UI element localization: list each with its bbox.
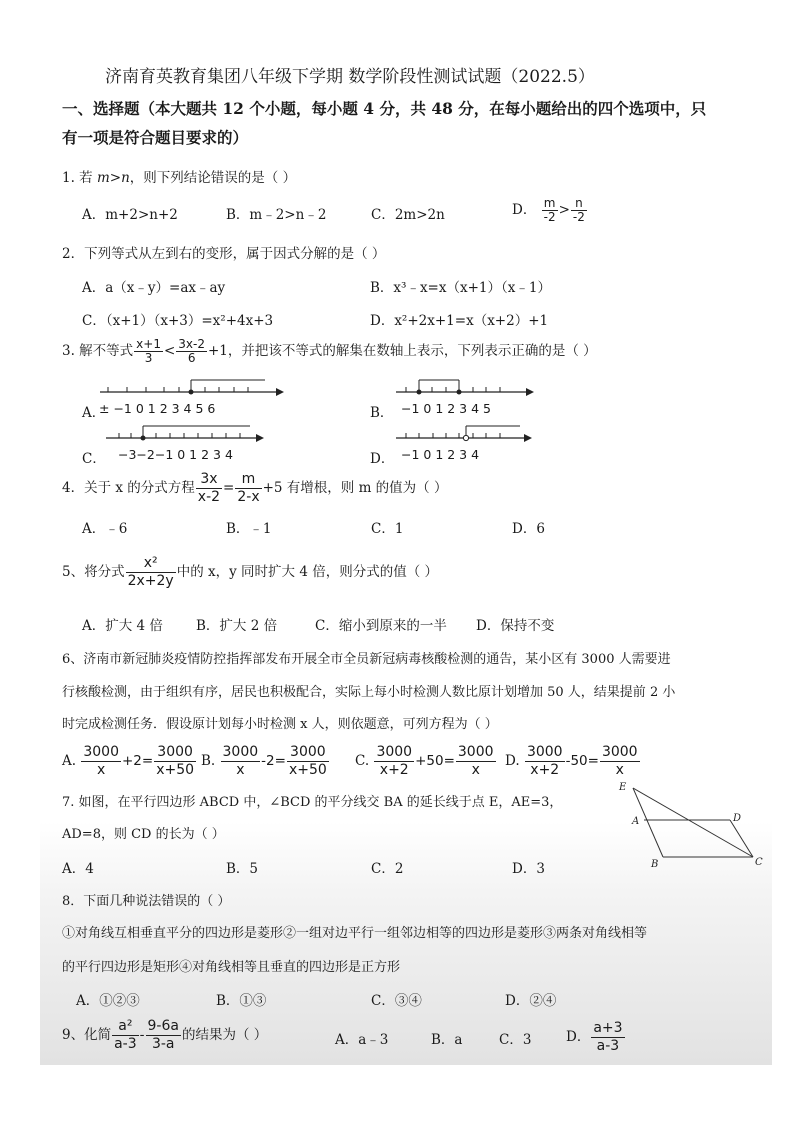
q8-option-d: D．②④ — [505, 993, 557, 1009]
q9-fraction-1 — [112, 1018, 139, 1053]
q3-option-b-label: B． — [370, 405, 394, 421]
fraction-denominator: x — [615, 762, 624, 778]
q3-fraction-1 — [134, 338, 163, 365]
q3-option-c-label: C． — [82, 451, 106, 467]
q9-option-c: C．3 — [499, 1032, 532, 1048]
q4-option-d: D．6 — [512, 521, 545, 537]
fraction-denominator: x+2 — [530, 762, 560, 778]
q6-b-fraction-2 — [287, 744, 329, 779]
q9-fraction-2 — [146, 1018, 181, 1053]
q4-option-b: B．﹣1 — [226, 521, 272, 537]
fraction-numerator: m — [235, 471, 261, 489]
q9-option-b: B．a — [431, 1032, 463, 1048]
fraction-numerator: 3000 — [601, 744, 638, 760]
q6-line2: 行核酸检测，由于组织有序，居民也积极配合，实际上每小时检测人数比原计划增加 50 人，结果提前 2 小 — [62, 685, 676, 700]
q9-option-a: A．a﹣3 — [335, 1032, 389, 1048]
q3-option-c-ticks: −3−2−1 0 1 2 3 4 — [118, 447, 233, 462]
q7-line1: 7. 如图，在平行四边形 ABCD 中，∠BCD 的平分线交 BA 的延长线于点 E，AE=3， — [62, 795, 563, 810]
q8-stem: 8．下面几种说法错误的（ ） — [62, 894, 231, 909]
fraction-denominator: -2 — [543, 210, 556, 224]
q4-stem — [62, 471, 447, 506]
q1-d-fraction-2 — [571, 197, 587, 224]
fraction-denominator: 3 — [144, 351, 153, 365]
q3-option-a-numberline — [100, 378, 285, 398]
q9-stem-a: 9、化简 — [62, 1027, 112, 1043]
q1-d-label: D． — [512, 202, 537, 218]
q2-option-c: C．（x+1）（x+3）=x²+4x+3 — [82, 313, 274, 329]
fraction-denominator: 2-x — [237, 489, 260, 505]
q6-b-mid: -2= — [261, 753, 286, 769]
q3-option-a-ticks: ± −1 0 1 2 3 4 5 6 — [99, 401, 216, 416]
q3-option-b-ticks: −1 0 1 2 3 4 5 — [401, 401, 491, 416]
fraction-numerator: 3000 — [526, 744, 563, 760]
fraction-numerator: a² — [112, 1018, 139, 1036]
q5-option-a: A．扩大 4 倍 — [82, 618, 163, 634]
q6-d-mid: -50= — [565, 753, 599, 769]
q7-option-d: D．3 — [512, 861, 545, 877]
q6-b-label: B. — [201, 753, 216, 769]
q6-a-fraction-1 — [81, 744, 121, 779]
q6-option-a — [62, 744, 197, 779]
q3-option-d-label: D． — [370, 451, 395, 467]
q2-option-a: A．a（x﹣y）=ax﹣ay — [82, 280, 226, 296]
q4-option-a: A．﹣6 — [82, 521, 128, 537]
q6-b-fraction-1 — [221, 744, 261, 779]
q6-option-d — [505, 744, 641, 779]
fraction-numerator: 3000 — [376, 744, 413, 760]
q1-option-b: B．m﹣2>n﹣2 — [226, 207, 327, 223]
q6-c-mid: +50= — [415, 753, 455, 769]
fraction-numerator: 3x-2 — [178, 337, 205, 351]
q6-d-fraction-1 — [525, 744, 565, 779]
q7-option-a: A．4 — [62, 861, 94, 877]
q3-op: < — [163, 343, 176, 359]
q8-line2: 的平行四边形是矩形④对角线相等且垂直的四边形是正方形 — [62, 960, 401, 975]
q3-option-d-numberline — [396, 424, 536, 444]
q5-option-b: B．扩大 2 倍 — [196, 618, 278, 634]
q3-option-a-label: A． — [82, 405, 106, 421]
fraction-denominator: x — [471, 762, 480, 778]
q1-option-d — [512, 197, 588, 224]
page-title: 济南育英教育集团八年级下学期 数学阶段性测试试题（2022.5） — [105, 67, 595, 87]
q3-stem — [62, 338, 597, 365]
q6-c-fraction-1 — [374, 744, 414, 779]
q7-parallelogram-figure — [615, 778, 775, 873]
q5-stem-a: 5、将分式 — [62, 564, 125, 580]
q6-c-label: C. — [355, 753, 370, 769]
q6-a-fraction-2 — [154, 744, 196, 779]
q2-option-d: D．x²+2x+1=x（x+2）+1 — [370, 313, 549, 329]
q3-fraction-2 — [176, 338, 207, 365]
fraction-denominator: x+50 — [156, 762, 195, 778]
fraction-denominator: x-2 — [197, 489, 221, 505]
q1-option-c: C．2m>2n — [371, 207, 445, 223]
q6-option-b — [201, 744, 330, 779]
q6-line3: 时完成检测任务．假设原计划每小时检测 x 人，则依题意，可列方程为（ ） — [62, 717, 498, 732]
fraction-numerator: 3x — [196, 471, 222, 489]
q4-stem-b: +5 有增根，则 m 的值为（ ） — [262, 480, 448, 496]
fraction-denominator: x+50 — [288, 762, 327, 778]
fraction-denominator: x — [236, 762, 245, 778]
fraction-denominator: 3-a — [151, 1036, 175, 1052]
q7-point-b: B — [651, 859, 659, 870]
fraction-numerator: a+3 — [593, 1020, 623, 1036]
q3-stem-b: +1，并把该不等式的解集在数轴上表示，下列表示正确的是（ ） — [207, 343, 597, 359]
q5-stem — [62, 555, 438, 590]
section-heading-line2: 有一项是符合题目要求的） — [62, 128, 249, 147]
q1-d-fraction-1 — [542, 197, 558, 224]
q6-option-c — [355, 744, 497, 779]
q5-stem-b: 中的 x，y 同时扩大 4 倍，则分式的值（ ） — [176, 564, 439, 580]
fraction-denominator: x — [97, 762, 106, 778]
q8-option-b: B．①③ — [216, 993, 267, 1009]
fraction-numerator: x+1 — [136, 337, 161, 351]
q3-option-d-ticks: −1 0 1 2 3 4 — [401, 447, 480, 462]
q8-option-a: A．①②③ — [76, 993, 140, 1009]
fraction-denominator: a-3 — [596, 1038, 620, 1054]
q9-minus: - — [139, 1027, 145, 1043]
q7-point-d: D — [733, 813, 742, 824]
fraction-numerator: 3000 — [222, 744, 259, 760]
fraction-numerator: m — [542, 197, 558, 211]
fraction-denominator: 2x+2y — [127, 573, 174, 589]
q1-stem — [62, 166, 296, 186]
q9-d-fraction — [591, 1020, 624, 1055]
q2-option-b: B．x³﹣x=x（x+1）（x﹣1） — [370, 280, 551, 296]
q3-option-b-numberline — [396, 378, 536, 398]
q7-line2: AD=8，则 CD 的长为（ ） — [62, 827, 225, 842]
fraction-denominator: -2 — [572, 210, 585, 224]
q6-line1: 6、济南市新冠肺炎疫情防控指挥部发布开展全市全员新冠病毒核酸检测的通告，某小区有 3000 人需要进 — [62, 652, 671, 667]
fraction-numerator: 3000 — [287, 744, 329, 762]
fraction-denominator: x+2 — [379, 762, 409, 778]
q7-point-a: A — [632, 816, 640, 827]
q7-point-e: E — [619, 782, 627, 793]
q1-var: m>n — [96, 170, 130, 186]
q6-d-fraction-2 — [600, 744, 640, 779]
q1-stem-a: 1. 若 — [62, 170, 97, 186]
q1-stem-b: ，则下列结论错误的是（ ） — [129, 170, 297, 186]
q9-option-d — [566, 1020, 626, 1055]
fraction-denominator: 6 — [187, 351, 196, 365]
q8-line1: ①对角线互相垂直平分的四边形是菱形②一组对边平行一组邻边相等的四边形是菱形③两条对角线相等 — [62, 926, 648, 941]
section-heading-line1: 一、选择题（本大题共 12 个小题，每小题 4 分，共 48 分，在每小题给出的四个选项中，只 — [62, 99, 707, 118]
q1-d-op: > — [558, 202, 570, 218]
q7-option-b: B．5 — [226, 861, 259, 877]
q4-fraction-2 — [235, 471, 261, 506]
q5-option-c: C．缩小到原来的一半 — [315, 618, 447, 634]
q7-option-c: C．2 — [371, 861, 404, 877]
q8-option-c: C．③④ — [371, 993, 422, 1009]
q6-a-label: A. — [62, 753, 77, 769]
q1-option-a: A．m+2>n+2 — [82, 207, 178, 223]
q4-eq: = — [223, 480, 235, 496]
fraction-numerator: 9-6a — [147, 1018, 179, 1034]
q4-stem-a: 4．关于 x 的分式方程 — [62, 480, 195, 496]
q2-stem: 2．下列等式从左到右的变形，属于因式分解的是（ ） — [62, 246, 386, 262]
fraction-numerator: x² — [126, 555, 176, 573]
q9-d-label: D． — [566, 1029, 591, 1045]
fraction-denominator: a-3 — [114, 1036, 137, 1052]
q6-a-mid: +2= — [121, 753, 154, 769]
q4-option-c: C．1 — [371, 521, 404, 537]
fraction-numerator: n — [571, 197, 587, 211]
q3-option-c-numberline — [106, 424, 266, 444]
q6-c-fraction-2 — [456, 744, 496, 779]
fraction-numerator: 3000 — [457, 744, 494, 760]
q3-stem-a: 3. 解不等式 — [62, 343, 134, 359]
q7-point-c: C — [755, 857, 763, 868]
fraction-numerator: 3000 — [83, 744, 119, 760]
q9-row — [62, 1018, 267, 1053]
q5-option-d: D．保持不变 — [476, 618, 555, 634]
q5-fraction — [126, 555, 176, 590]
q6-d-label: D. — [505, 753, 520, 769]
q4-fraction-1 — [196, 471, 222, 506]
q9-stem-b: 的结果为（ ） — [181, 1027, 268, 1043]
fraction-numerator: 3000 — [154, 744, 196, 762]
